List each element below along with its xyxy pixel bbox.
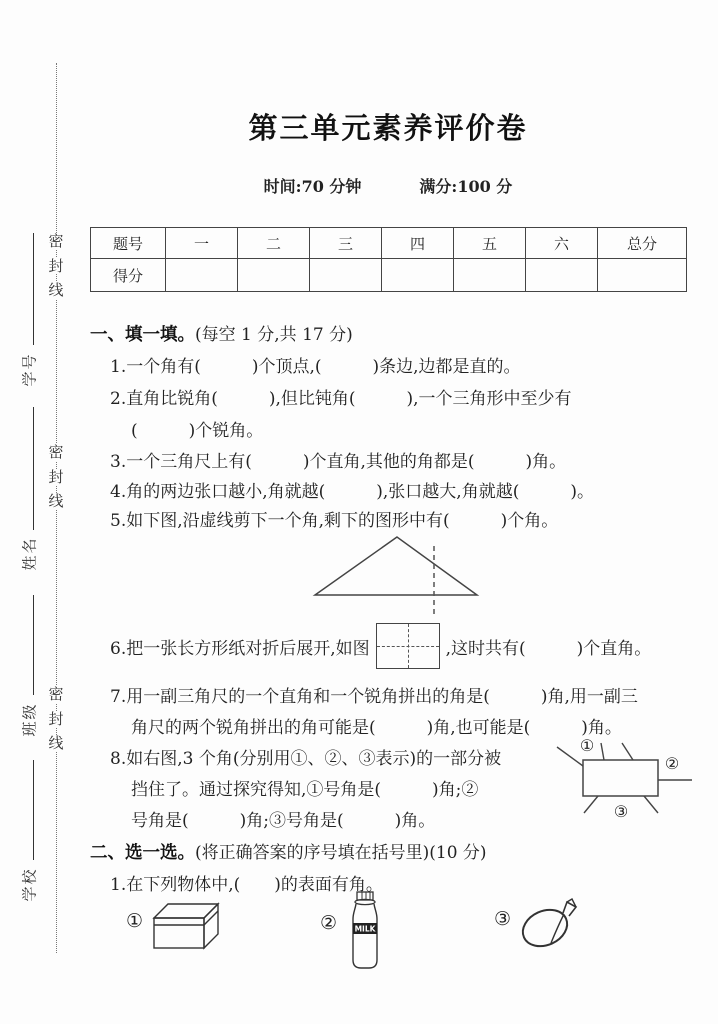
seal-char: 密	[48, 443, 64, 461]
score-table-header-row	[91, 228, 687, 259]
milk-bottle-icon	[345, 890, 385, 970]
triangle-with-dashed-cut-figure	[298, 528, 496, 620]
s1-question-8-line2: 挡住了。通过探究得知,①号角是( )角;②	[131, 780, 479, 800]
s1-question-2-line2: ( )个锐角。	[131, 421, 264, 441]
student-number-blank-line	[33, 233, 34, 345]
angle-2-label: ②	[664, 754, 680, 773]
s1-question-6-text-b: ,这时共有( )个直角。	[445, 638, 652, 659]
section2-heading	[90, 838, 487, 864]
seal-char: 线	[48, 492, 64, 510]
class-blank-line	[33, 595, 34, 695]
s1-question-5: 5.如下图,沿虚线剪下一个角,剩下的图形中有( )个角。	[110, 511, 559, 531]
score-cell	[310, 259, 382, 292]
box-icon	[150, 898, 222, 954]
s1-question-1: 1.一个角有( )个顶点,( )条边,边都是直的。	[110, 357, 521, 377]
blocked-angles-figure	[550, 730, 698, 820]
seal-char: 线	[48, 734, 64, 752]
folded-rectangle-figure	[376, 623, 440, 669]
col-header: 六	[526, 228, 598, 259]
s1-question-8-line1: 8.如右图,3 个角(分别用①、②、③表示)的一部分被	[110, 749, 502, 769]
score-table-score-row	[91, 259, 687, 292]
seal-char: 密	[48, 685, 64, 703]
col-header: 三	[310, 228, 382, 259]
school-blank-line	[33, 760, 34, 860]
class-label: 班级	[20, 701, 39, 737]
seal-line-text	[47, 444, 65, 510]
score-cell	[166, 259, 238, 292]
s1-question-7-line1: 7.用一副三角尺的一个直角和一个锐角拼出的角是( )角,用一副三	[110, 687, 638, 707]
covering-rectangle	[583, 760, 658, 796]
angle-3-label: ③	[613, 802, 629, 820]
s1-question-7-line2: 角尺的两个锐角拼出的角可能是( )角,也可能是( )角。	[131, 718, 622, 738]
option-1-number: ①	[126, 910, 144, 932]
seal-char: 密	[48, 232, 64, 250]
score-cell	[526, 259, 598, 292]
exam-meta	[90, 174, 686, 197]
section2-title: 二、选一选。	[90, 843, 195, 863]
seal-char: 封	[48, 709, 64, 728]
section2-note: (将正确答案的序号填在括号里)(10 分)	[195, 843, 487, 863]
section1-title: 一、填一填。	[90, 325, 195, 345]
total-score-header: 总分	[598, 228, 687, 259]
score-cell	[238, 259, 310, 292]
name-blank-line	[33, 407, 34, 530]
s1-question-8-line3: 号角是( )角;③号角是( )角。	[131, 811, 436, 831]
seal-char: 封	[48, 256, 64, 275]
col-header: 五	[454, 228, 526, 259]
student-number-label: 学号	[20, 351, 39, 387]
balloon-icon	[518, 894, 582, 954]
score-cell	[382, 259, 454, 292]
option-3-number: ③	[494, 908, 512, 930]
seal-char: 封	[48, 467, 64, 486]
score-table	[90, 227, 687, 292]
section1-note: (每空 1 分,共 17 分)	[195, 325, 353, 345]
s1-question-6	[110, 620, 651, 672]
s1-question-3: 3.一个三角尺上有( )个直角,其他的角都是( )角。	[110, 452, 567, 472]
score-row-label: 得分	[91, 259, 166, 292]
time-limit: 时间:70 分钟	[263, 177, 362, 196]
option-2-number: ②	[320, 912, 338, 934]
col-header: 一	[166, 228, 238, 259]
question-number-header: 题号	[91, 228, 166, 259]
seal-char: 线	[48, 281, 64, 299]
score-cell	[454, 259, 526, 292]
milk-label-text: MILK	[354, 924, 376, 934]
school-label: 学校	[20, 866, 39, 902]
page-title: 第三单元素养评价卷	[248, 111, 528, 145]
score-cell	[598, 259, 687, 292]
col-header: 四	[382, 228, 454, 259]
seal-line-text	[47, 686, 65, 752]
s1-question-2-line1: 2.直角比锐角( ),但比钝角( ),一个三角形中至少有	[110, 389, 572, 409]
angle-1-label: ①	[579, 736, 595, 755]
col-header: 二	[238, 228, 310, 259]
s1-question-6-text-a: 6.把一张长方形纸对折后展开,如图	[110, 638, 370, 659]
full-score: 满分:100 分	[419, 177, 513, 196]
seal-line-text	[47, 233, 65, 299]
fold-crease-vertical	[408, 624, 409, 668]
s2-question-1: 1.在下列物体中,( )的表面有角。	[110, 875, 383, 895]
section1-heading	[90, 320, 353, 346]
s1-question-4: 4.角的两边张口越小,角就越( ),张口越大,角就越( )。	[110, 482, 594, 502]
name-label: 姓名	[20, 535, 39, 571]
